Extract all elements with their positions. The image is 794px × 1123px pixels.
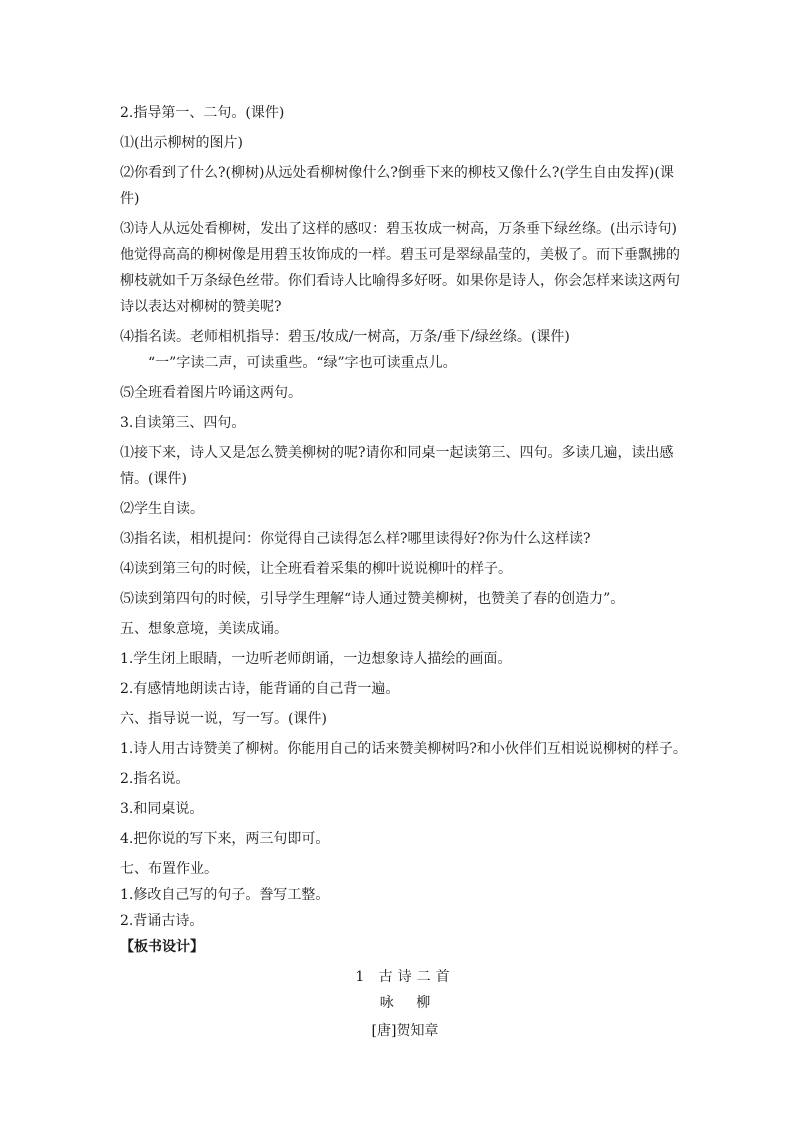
board-poem-author: [唐]贺知章	[371, 1023, 439, 1039]
paragraph: 2.指名说。	[120, 771, 190, 787]
board-poem-title: 咏 柳	[379, 995, 431, 1011]
paragraph: 1.诗人用古诗赞美了柳树。你能用自己的话来赞美柳树吗?和小伙伴们互相说说柳树的样子。	[120, 741, 687, 757]
step-heading: 3.自读第三、四句。	[120, 415, 246, 431]
paragraph: ⑴接下来，诗人又是怎么赞美柳树的呢?请你和同桌一起读第三、四句。多读几遍，读出感情。(课件)	[120, 445, 674, 487]
paragraph: ⑶诗人从远处看柳树，发出了这样的感叹：碧玉妆成一树高，万条垂下绿丝绦。(出示诗句)他觉得高高的柳树像是用碧玉妆饰成的一样。碧玉可是翠绿晶莹的，美极了。而下垂飘拂的柳枝就如千万条绿色丝带。你们看诗人比喻得多好呀。如果你是诗人，你会怎样来读这两句诗以表达对柳树的赞美呢?	[120, 221, 680, 315]
section-heading: 七、布置作业。	[120, 861, 218, 877]
paragraph: ⑸全班看着图片吟诵这两句。	[120, 385, 302, 401]
document-page	[120, 100, 690, 1046]
step-heading: 2.指导第一、二句。(课件)	[120, 105, 285, 121]
paragraph: 4.把你说的写下来，两三句即可。	[120, 831, 330, 847]
section-heading: 五、想象意境，美读成诵。	[120, 621, 288, 637]
paragraph: 2.有感情地朗读古诗，能背诵的自己背一遍。	[120, 681, 400, 697]
paragraph: 1.学生闭上眼睛，一边听老师朗诵，一边想象诗人描绘的画面。	[120, 651, 512, 667]
board-design-heading: 【板书设计】	[120, 939, 204, 955]
paragraph: ⑷指名读。老师相机指导：碧玉/妆成/一树高，万条/垂下/绿丝绦。(课件)	[120, 329, 570, 345]
paragraph: 3.和同桌说。	[120, 801, 204, 817]
board-title: 1 古诗二首	[355, 969, 455, 985]
paragraph: ⑴(出示柳树的图片)	[120, 135, 243, 151]
paragraph: 1.修改自己写的句子。誊写工整。	[120, 887, 330, 903]
paragraph: ⑵你看到了什么?(柳树)从远处看柳树像什么?倒垂下来的柳枝又像什么?(学生自由发挥)(课件)	[120, 165, 674, 207]
paragraph: 2.背诵古诗。	[120, 913, 204, 929]
paragraph: ⑶指名读，相机提问：你觉得自己读得怎么样?哪里读得好?你为什么这样读?	[120, 531, 591, 547]
paragraph: ⑷读到第三句的时候，让全班看着采集的柳叶说说柳叶的样子。	[120, 561, 512, 577]
section-heading: 六、指导说一说，写一写。(课件)	[120, 711, 327, 727]
paragraph: ⑵学生自读。	[120, 501, 204, 517]
reading-note: “一”字读二声，可读重些。“绿”字也可读重点儿。	[148, 355, 457, 371]
paragraph: ⑸读到第四句的时候，引导学生理解“诗人通过赞美柳树，也赞美了春的创造力”。	[120, 591, 625, 607]
